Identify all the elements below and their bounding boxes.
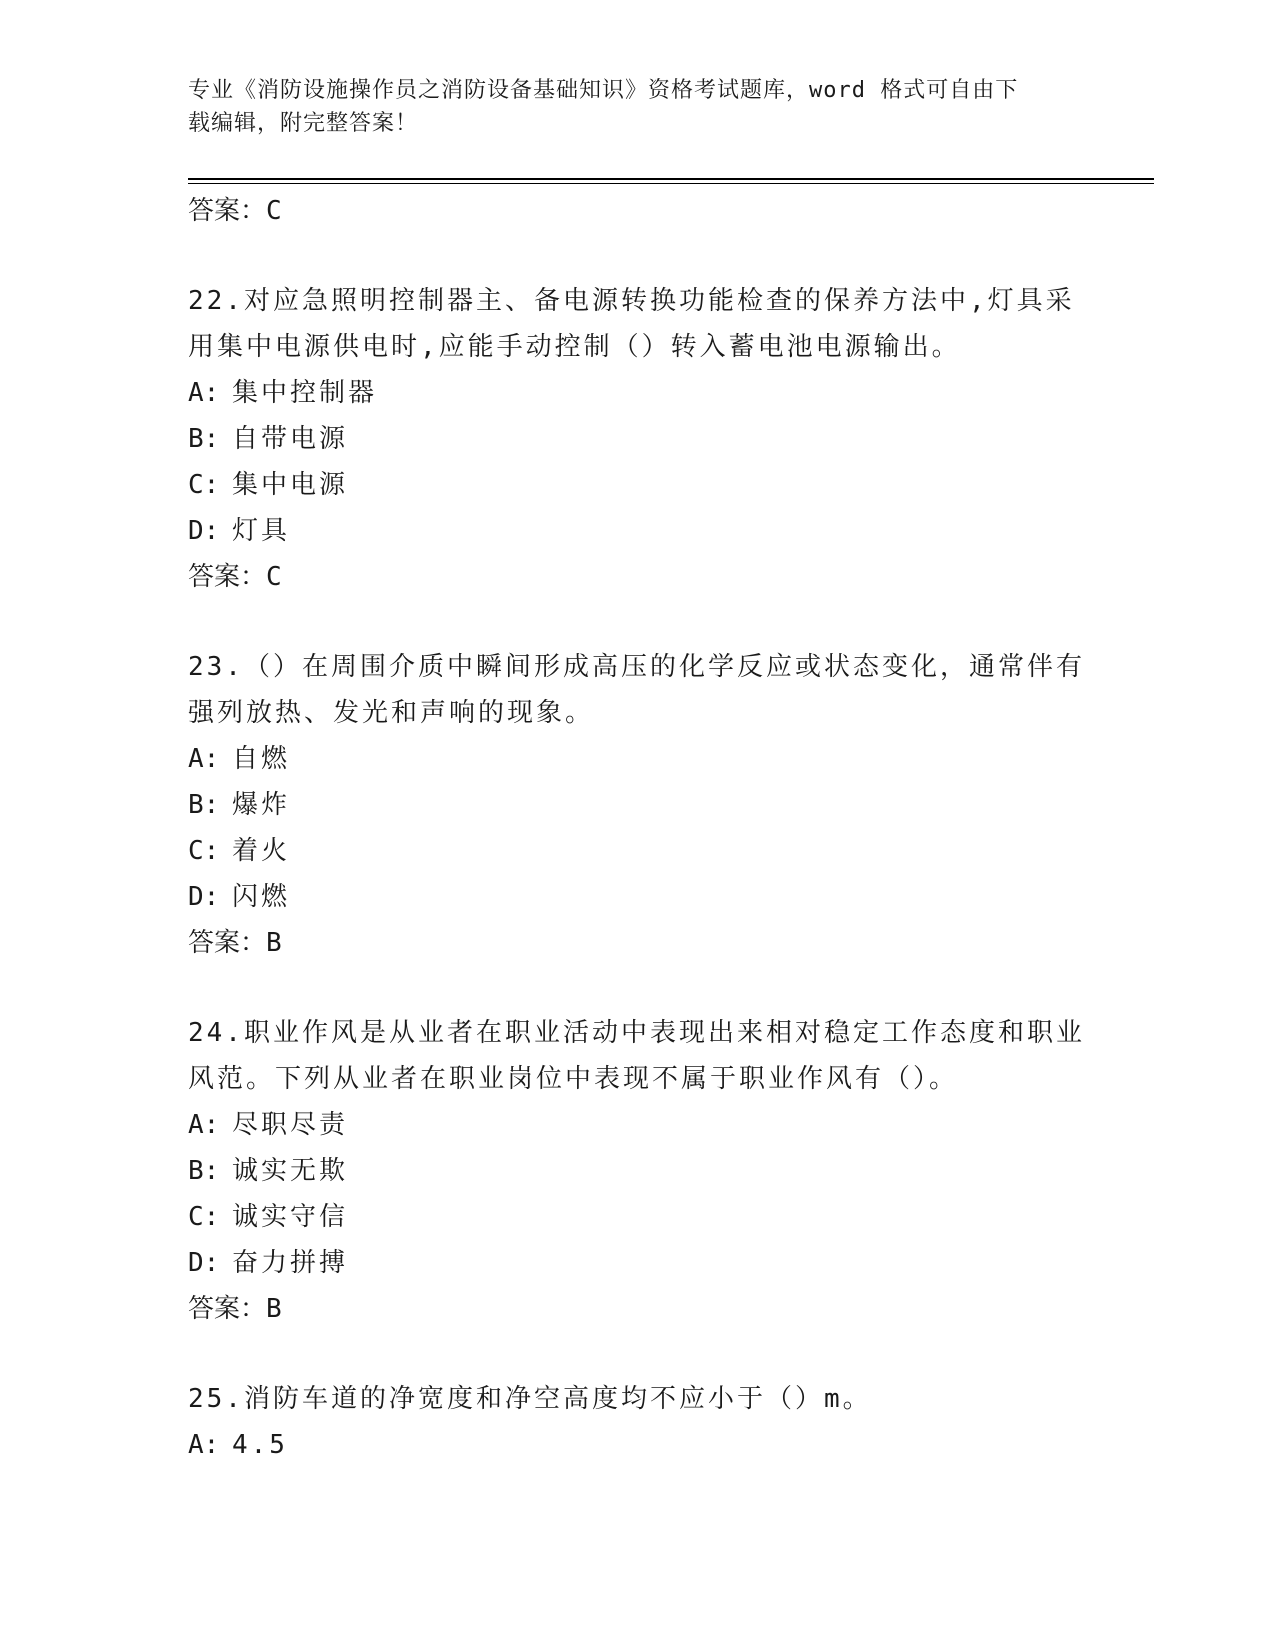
option-b bbox=[188, 1148, 1108, 1194]
question-text-line: 风范。下列从业者在职业岗位中表现不属于职业作风有（）。 bbox=[188, 1064, 959, 1094]
option-text: 灯具 bbox=[232, 516, 291, 546]
spacer bbox=[188, 234, 1108, 278]
option-d bbox=[188, 1240, 1108, 1286]
option-a bbox=[188, 370, 1108, 416]
option-text: 奋力拼搏 bbox=[232, 1248, 349, 1278]
answer-label: 答案： bbox=[188, 196, 267, 226]
header-line-2: 载编辑，附完整答案！ bbox=[188, 111, 419, 136]
question-text-line: 24.职业作风是从业者在职业活动中表现出来相对稳定工作态度和职业 bbox=[188, 1018, 1085, 1048]
spacer bbox=[188, 1332, 1108, 1376]
option-letter: C: bbox=[188, 836, 220, 866]
option-letter: B: bbox=[188, 790, 220, 820]
option-letter: D: bbox=[188, 1248, 220, 1278]
option-d bbox=[188, 874, 1108, 920]
option-letter: D: bbox=[188, 882, 220, 912]
question-text-line: 强列放热、发光和声响的现象。 bbox=[188, 698, 595, 728]
option-a bbox=[188, 1422, 1108, 1468]
question-text-line: 25.消防车道的净宽度和净空高度均不应小于（）m。 bbox=[188, 1384, 872, 1414]
question-text bbox=[188, 1010, 1108, 1102]
question-text bbox=[188, 644, 1108, 736]
option-letter: A: bbox=[188, 1430, 220, 1460]
option-text: 爆炸 bbox=[232, 790, 291, 820]
option-text: 集中控制器 bbox=[232, 378, 378, 408]
question-block bbox=[188, 644, 1108, 966]
document-header bbox=[188, 74, 1088, 140]
spacer bbox=[188, 966, 1108, 1010]
option-c bbox=[188, 1194, 1108, 1240]
answer-value: B bbox=[266, 928, 282, 958]
option-letter: C: bbox=[188, 470, 220, 500]
answer-label: 答案： bbox=[188, 928, 267, 958]
question-block bbox=[188, 278, 1108, 600]
question-block bbox=[188, 1376, 1108, 1468]
question-text-line: 23.（）在周围介质中瞬间形成高压的化学反应或状态变化，通常伴有 bbox=[188, 652, 1085, 682]
question-list bbox=[188, 188, 1108, 1468]
option-letter: A: bbox=[188, 378, 220, 408]
option-letter: D: bbox=[188, 516, 220, 546]
header-rule-thick bbox=[188, 178, 1154, 180]
answer-line bbox=[188, 188, 1108, 234]
question-text-line: 用集中电源供电时,应能手动控制（）转入蓄电池电源输出。 bbox=[188, 332, 961, 362]
question-text bbox=[188, 278, 1108, 370]
option-text: 着火 bbox=[232, 836, 291, 866]
answer-value: B bbox=[266, 1294, 282, 1324]
option-text: 集中电源 bbox=[232, 470, 349, 500]
spacer bbox=[188, 600, 1108, 644]
option-text: 自燃 bbox=[232, 744, 291, 774]
option-text: 闪燃 bbox=[232, 882, 291, 912]
option-a bbox=[188, 736, 1108, 782]
header-line-1: 专业《消防设施操作员之消防设备基础知识》资格考试题库，word 格式可自由下 bbox=[188, 78, 1019, 103]
option-text: 诚实守信 bbox=[232, 1202, 349, 1232]
answer-label: 答案： bbox=[188, 562, 267, 592]
option-b bbox=[188, 782, 1108, 828]
option-b bbox=[188, 416, 1108, 462]
option-d bbox=[188, 508, 1108, 554]
option-text: 尽职尽责 bbox=[232, 1110, 349, 1140]
option-letter: A: bbox=[188, 1110, 220, 1140]
answer-line bbox=[188, 1286, 1108, 1332]
option-text: 4.5 bbox=[232, 1430, 288, 1460]
option-text: 诚实无欺 bbox=[232, 1156, 349, 1186]
answer-label: 答案： bbox=[188, 1294, 267, 1324]
option-letter: B: bbox=[188, 1156, 220, 1186]
option-c bbox=[188, 462, 1108, 508]
option-c bbox=[188, 828, 1108, 874]
option-letter: A: bbox=[188, 744, 220, 774]
question-text bbox=[188, 1376, 1108, 1422]
answer-value: C bbox=[266, 562, 282, 592]
option-text: 自带电源 bbox=[232, 424, 349, 454]
option-letter: B: bbox=[188, 424, 220, 454]
option-a bbox=[188, 1102, 1108, 1148]
question-block bbox=[188, 1010, 1108, 1332]
option-letter: C: bbox=[188, 1202, 220, 1232]
question-text-line: 22.对应急照明控制器主、备电源转换功能检查的保养方法中,灯具采 bbox=[188, 286, 1075, 316]
answer-line bbox=[188, 554, 1108, 600]
header-rule-thin bbox=[188, 183, 1154, 184]
answer-line bbox=[188, 920, 1108, 966]
answer-value: C bbox=[266, 196, 282, 226]
